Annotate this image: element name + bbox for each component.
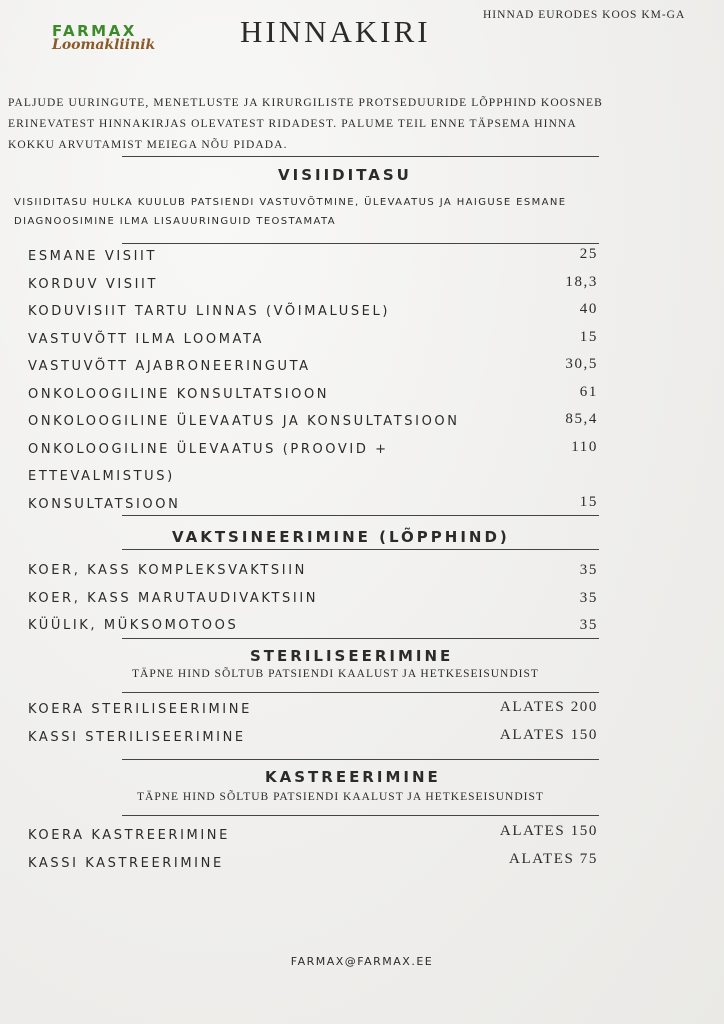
divider: [122, 515, 599, 516]
price-item-label: KONSULTATSIOON: [28, 496, 181, 512]
price-item-value: ALATES 150: [499, 726, 598, 743]
price-item-value: 30,5: [565, 356, 598, 372]
price-item-label: VASTUVÕTT AJABRONEERINGUTA: [28, 359, 311, 374]
section-title-visit: VISIIDITASU: [278, 166, 412, 184]
page-title: HINNAKIRI: [240, 14, 431, 49]
price-item-label: ESMANE VISIIT: [28, 249, 158, 264]
price-item-label: KOER, KASS KOMPLEKSVAKTSIIN: [28, 563, 307, 578]
price-item-label-continued: ETTEVALMISTUS): [28, 469, 175, 484]
section-title-vaccination: VAKTSINEERIMINE (LÕPPHIND): [172, 528, 510, 546]
price-item-value: ALATES 150: [499, 823, 598, 839]
contact-email[interactable]: FARMAX@FARMAX.EE: [290, 955, 434, 968]
price-item-label: KODUVISIIT TARTU LINNAS (VÕIMALUSEL): [28, 304, 390, 319]
section-subtitle-castration: TÄPNE HIND SÕLTUB PATSIENDI KAALUST JA HETKESEISUNDIST: [137, 791, 544, 803]
price-item-value: 61: [579, 383, 598, 400]
divider: [122, 243, 599, 244]
subtitle-line: VISIIDITASU HULKA KUULUB PATSIENDI VASTUVÕTMINE, ÜLEVAATUS JA HAIGUSE ESMANE: [14, 197, 567, 208]
intro-text: [8, 93, 678, 156]
price-item-value: 15: [579, 328, 598, 345]
price-item-label: KOERA KASTREERIMINE: [28, 828, 230, 843]
section-subtitle-visit: [14, 193, 566, 231]
logo-tagline: Loomakliinik: [52, 37, 156, 53]
divider: [122, 156, 599, 157]
price-item-label: VASTUVÕTT ILMA LOOMATA: [28, 331, 265, 347]
price-item-value: ALATES 75: [509, 850, 598, 867]
prices-note: HINNAD EURODES KOOS KM-GA: [483, 9, 686, 21]
divider: [122, 759, 599, 760]
price-item-label: ONKOLOOGILINE ÜLEVAATUS JA KONSULTATSIOON: [28, 414, 460, 429]
price-item-value: 18,3: [565, 273, 598, 290]
intro-line: ERINEVATEST HINNAKIRJAS OLEVATEST RIDADEST. PALUME TEIL ENNE TÄPSEMA HINNA: [8, 118, 577, 130]
divider: [122, 692, 599, 693]
section-title-castration: KASTREERIMINE: [265, 768, 441, 786]
price-item-value: 35: [579, 590, 598, 606]
price-item-value: ALATES 200: [499, 699, 598, 715]
divider: [122, 549, 599, 550]
price-item-label: KÜÜLIK, MÜKSOMOTOOS: [28, 618, 239, 633]
price-item-label: KOERA STERILISEERIMINE: [28, 702, 252, 717]
price-item-label: ONKOLOOGILINE KONSULTATSIOON: [28, 386, 330, 402]
subtitle-line: DIAGNOOSIMINE ILMA LISAUURINGUID TEOSTAMATA: [14, 216, 336, 227]
section-subtitle-sterilization: TÄPNE HIND SÕLTUB PATSIENDI KAALUST JA HETKESEISUNDIST: [132, 668, 539, 680]
price-item-value: 85,4: [565, 411, 598, 427]
price-item-value: 35: [579, 562, 598, 578]
price-item-value: 110: [571, 438, 598, 455]
price-item-label: ONKOLOOGILINE ÜLEVAATUS (PROOVID +: [28, 441, 389, 457]
price-item-value: 35: [579, 617, 598, 633]
section-title-sterilization: STERILISEERIMINE: [250, 647, 454, 665]
price-item-label: KOER, KASS MARUTAUDIVAKTSIIN: [28, 590, 319, 606]
price-item-label: KASSI KASTREERIMINE: [28, 855, 224, 871]
price-item-value: 15: [579, 493, 598, 510]
price-item-value: 25: [579, 246, 598, 262]
price-item-value: 40: [579, 301, 598, 317]
divider: [122, 638, 599, 639]
price-item-label: KASSI STERILISEERIMINE: [28, 729, 246, 745]
price-item-label: KORDUV VISIIT: [28, 276, 159, 292]
intro-line: PALJUDE UURINGUTE, MENETLUSTE JA KIRURGILISTE PROTSEDUURIDE LÕPPHIND KOOSNEB: [8, 97, 603, 109]
logo-wordmark: FARMAX: [52, 22, 137, 40]
intro-line: KOKKU ARVUTAMIST MEIEGA NÕU PIDADA.: [8, 139, 288, 151]
divider: [122, 815, 599, 816]
